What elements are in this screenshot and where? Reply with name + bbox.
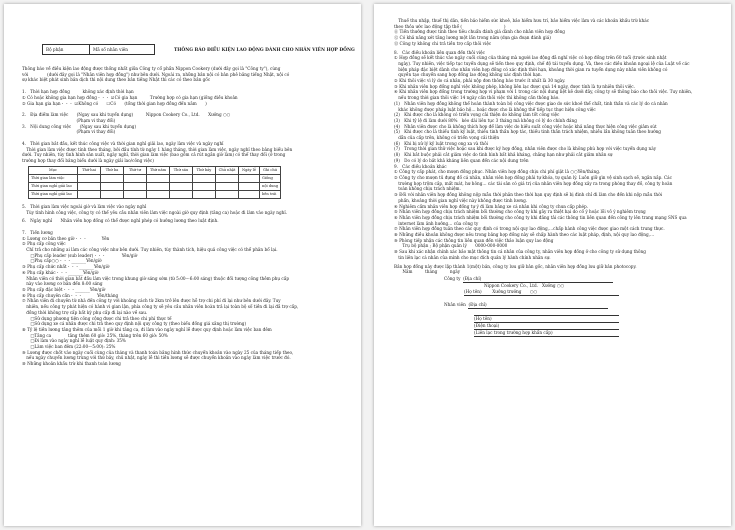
section-line: này vào lương cơ bản đến 8:00 sáng (22, 281, 103, 287)
section-heading: 8. Các điều khoản liên quan đến thôi việc (394, 49, 485, 55)
section-heading: 2. Địa điểm làm việc (Ngay sau khi tuyển dụng) Nippon Cookery Co., Ltd. Xưởng ○○ (22, 112, 231, 118)
section-line: (7) Trong thời gian thử việc hoặc sau khi được ký hợp đồng, nhân viên được cho là không phù hợp với việc tuyển dụng này (394, 146, 657, 152)
schedule-header: Thứ năm (147, 166, 170, 174)
section-line: (3) Khi tỷ lệ đi làm dưới 80% kéo dài liên tục 3 tháng mà không có lý do chính đáng (394, 117, 577, 123)
section-line: ⑥ Nhân viên hợp đồng chịu trách nhiệm bồi thường cho công ty khi đăng tải các thông tin liên quan đến công ty lên trang mạng SNS qua (394, 214, 687, 220)
section-line: ④ Nghiêm cấm nhân viên hợp đồng tự ý đi làm bằng xe cá nhân khi công ty chưa cấp phép. (394, 203, 589, 209)
section-line: theo thỏa ước lao động tập thể ( ) (394, 23, 506, 29)
section-line: (2) Khi được cho là không có triển vọng cải thiện do không làm tốt công việc (394, 112, 560, 118)
schedule-header: Thứ hai (78, 166, 101, 174)
section-line: □Đi làm vào ngày nghỉ lễ luật quy định: 35% (22, 338, 126, 344)
date-line: Năm tháng ngày (394, 269, 461, 275)
employee-address-label: (Địa chỉ) (468, 302, 608, 309)
section-line: □Sử dụng xe cá nhân được chi trả theo quy định nội quy công ty (theo biểu đồng giá xăng thị trường) (22, 321, 247, 327)
section-line: biện pháp đặc biệt dành cho nhân viên hợp đồng có xác định thời hạn, khoảng thời gian ra tuyển dụng này nhân viên không có (394, 66, 668, 72)
section-line: quyền tạo chuyển sang hợp đồng lao động không xác định thời hạn. (394, 72, 542, 78)
section-overtime (22, 204, 347, 224)
section-line: dưới. Tuy nhiên, tùy tình hình sản xuất, ngày nghỉ, thời gian làm việc (bao gồm cả rút ngắn giờ làm) có thể thay đổi (ở trong (22, 152, 286, 158)
section-line: ① Có hoặc không gia hạn hợp đồng・・・ ☑Có gia hạn Trường hợp có gia hạn (giống điều khoản (22, 94, 238, 100)
schedule-header: Thứ bảy (193, 166, 216, 174)
section-line: Thời gian làm việc được tính theo tháng, bởi đầu tính từ ngày 1 hàng tháng, thời gian làm việc, ngày nghỉ theo bảng biểu bên (22, 146, 293, 152)
company-factory: Xưởng ○○ (542, 282, 565, 288)
department-cell: Bộ phận (43, 45, 90, 55)
section-heading: 7. Tiền lương (22, 229, 53, 235)
section-heading: 1. Thời hạn hợp đồng không xác định thời hạn (22, 89, 134, 95)
section-line: đồng thời không trợ cấp bất kỳ phụ cấp đi lại nào về sau. (22, 309, 148, 315)
section-line: □Làm việc ban đêm (22:00～5:00): 25% (22, 344, 116, 350)
section-line: ① Lương cơ bản theo giờ・・・_______Yên (22, 235, 110, 241)
intro-line: sự khác biệt phát sinh bản dịch thì nội dung theo bản tiếng Nhật thì các có theo bản gốc (22, 77, 211, 83)
employee-phone-label: (Điện thoại) (474, 323, 619, 330)
section-line: ⑦ Nhân viên hợp đồng tuân theo các quy định có trong nội quy lao động,…chấp hành công việc được giao một cách trung thực. (394, 226, 665, 232)
section-line: nhiên, nếu công ty phát hiện có hành vi gian lận, phía công ty sẽ yêu cầu nhân viên hoàn trả lại toàn bộ số tiền đi lại đã trợ cấp, (22, 304, 299, 310)
company-director: Xưởng trưởng ○○ (492, 288, 538, 294)
section-line: (5) Khi được cho là thiếu tinh kỷ luật, thiếu tinh thần hợp tác, thiếu tinh thần trách nhiệm, nhiều lần không tuân theo hướng (394, 129, 661, 135)
employee-emergency-label: (Liên lạc trong trường hợp khẩn cấp) (474, 330, 619, 337)
closing (394, 264, 715, 275)
section-line: ⑫ Có khả năng xét tăng lương một lần trong năm (dựa gia đoạn đánh giá) (394, 35, 551, 41)
section-line: ② Phụ cấp công việc (22, 241, 66, 247)
employee-name-label: (Họ tên) (474, 316, 619, 323)
section-line: ⑨ Phòng tiếp nhận các thông tin liên quan đến việc thảo luận quy lao động (394, 237, 554, 243)
section-heading: 6. Ngày nghỉ Nhân viên hợp đồng có thể được nghỉ phép có hưởng lương theo luật định. (22, 218, 219, 224)
section-line: trường hợp thay đổi bảng biểu dưới là ngày giải lao/công việc) (22, 158, 154, 164)
section-line: dẫn của cấp trên, không có triển vọng cải thiện (394, 135, 500, 141)
section-line: ② Công ty cho mượn tủ đựng đồ cá nhân, nhân viên hợp đồng phải tự khóa, tự quản lý. Luôn giữ gìn vệ sinh sạch sẽ, ngăn nắp. Các (394, 174, 673, 180)
employee-label: Nhân viên (444, 301, 466, 307)
section-line: ④ Phụ cấp khác・・・_______Yên/giờ (22, 269, 99, 275)
section-line: Tùy tình hình công việc, công ty có thể yêu cầu nhân viên làm việc ngoài giờ quy định (tăng ca) hoặc đi làm vào ngày nghỉ. (22, 209, 288, 215)
section-line: Chỉ trả cho những ai làm các công việc như bên dưới. Tuy nhiên, tùy thành tích, hiệu quả công việc có thể phân bổ lại. (22, 247, 278, 253)
section-line: (4) Nhân viên được cho là không thích hợp để làm việc do hiểu suất công việc hoặc khả năng thực hiện công việc giảm sút (394, 123, 657, 129)
company-signature-block (444, 276, 715, 296)
section-line: ⑤ Nhân viên hợp đồng chịu trách nhiệm bồi thường cho công ty khi gây ra thiệt hại do cố ý hoặc lỗi vô ý nghiêm trọng (394, 209, 646, 215)
schedule-note: Giống (260, 174, 281, 182)
schedule-header: Chủ nhật (216, 166, 239, 174)
section-line: ① Hợp đồng sẽ kết thúc vào ngày cuối cùng của tháng mà người lao động đã nghỉ việc có hợp đồng trên 60 tuổi (trước sinh nhật (394, 55, 667, 61)
section-line: (9) Do có lý do bắt khả kháng liên quan đến các nội dung trên (394, 157, 529, 163)
section-line: ③ Đối với nhân viên hợp đồng không nộp mẫu thời phân theo thời hạn quy định sẽ bị đình chỉ đi làm cho đến khi nộp mẫu thời (394, 192, 662, 198)
company-label: Công ty (444, 275, 461, 281)
section-heading: 9. Các điều khoản khác (394, 163, 447, 169)
schedule-note: nội dung (260, 182, 281, 190)
employee-id-cell: Mã số nhân viên (90, 45, 155, 55)
section-contract-term (22, 89, 347, 106)
document-page-2 (374, 4, 731, 526)
section-line: nếu ngày chuyển lương trùng với thứ bảy, chủ nhật, ngày lễ thì tiền lương sẽ được chuyển khoản vào ngày làm việc trước đó. (22, 355, 291, 361)
section-line: ④ Khi nhân viên hợp đồng trong trường hợp vi phạm với 1 trong các nội dung liệt kê dưới đây, công ty sẽ thông báo cho thôi việc. Tuy nhiên, (394, 89, 693, 95)
section-heading: 3. Nội dung công việc (Ngay sau khi tuyển dụng) (22, 123, 137, 129)
section-line: □Tăng ca tăng thêm 60 giờ: 25%, tháng trên 60 giờ: 50% (22, 332, 168, 338)
section-wages (22, 230, 347, 367)
section-line: □Sử dụng phương tiện công cộng được chi trả theo chi phí thực tế (22, 315, 172, 321)
section-line: toàn không chịu trách nhiệm. (394, 186, 461, 192)
section-line: nếu trong thời gian thôi việc 14 ngày cần thôi việc thì không cần thông báo. (394, 95, 560, 101)
schedule-row-label: Thời gian nghỉ giải lao (29, 190, 78, 198)
section-line: ⑩ Những khoản khấu trừ khi thanh toán lương (22, 361, 121, 367)
section-line: Thuế thu nhập, thuế thị dân, tiền bảo hiểm sức khoẻ, bảo hiểm hưu trí, bảo hiểm việc làm và các khoản khấu trừ khác (394, 18, 650, 23)
section-line: ⑪ Tiền thưởng được tính theo tiêu chuẩn đánh giá dành cho nhân viên hợp đồng (394, 29, 565, 35)
section-line: ⑦ Nhân viên đi chuyên từ nhà đến công ty với khoảng cách từ 2km trở lên được hỗ trợ chi phí đi lại như bên dưới đây. Tuy (22, 298, 281, 304)
section-working-hours (22, 141, 347, 164)
employee-signature-block (444, 302, 715, 337)
section-line: ① Công ty cấp phát, cho mượn đồng phục. Nhân viên hợp đồng chịu chi phí giặt là ○○Yên/tháng. (394, 169, 601, 175)
company-name: Nippon Cookery Co., Ltd. (484, 282, 538, 288)
section-line: □Phụ cấp○○・・・_______Yên/giờ (22, 258, 102, 264)
schedule-header: Thứ tư (124, 166, 147, 174)
schedule-row-label: Thời gian làm việc (29, 174, 78, 182)
section-line: ② Gia hạn gia hạn・・・ ☑Không có ☐Có (tổng thời gian hợp đồng đến năm ) (22, 100, 207, 106)
company-address-label: (Địa chỉ) (463, 276, 613, 283)
closing-line: Bản hợp đồng này được lập thành 1(một) bản, công ty lưu giữ bản gốc, nhân viên hợp đồng lưu giữ bản photocopy. (394, 263, 637, 269)
section-line: ② Khi thôi việc vì lý do cá nhân, phải nộp đơn thông báo trước ít nhất là 30 ngày. (394, 78, 566, 84)
schedule-row-label: Thời gian nghỉ giải lao (29, 182, 78, 190)
section-line: ngày). Tuy nhiên, việc tiếp tục tuyển dụng sẽ tiến theo quy định, chế độ tái tuyển dụng. Và, theo các điều khoản ngoại lệ của Luật về các (394, 60, 690, 66)
section-workplace (22, 112, 347, 135)
section-line: ⑨ Lương được chốt vào ngày cuối cùng của tháng và thanh toán bằng hình thức chuyển khoản vào ngày 25 của tháng tiếp theo, (22, 349, 294, 355)
section-resignation (394, 50, 715, 164)
schedule-header: Ngày lễ (239, 166, 260, 174)
section-line: □Phụ cấp leader (sub leader)・・・ _______Yên/giờ (22, 252, 138, 258)
section-heading: 4. Thời gian bắt đầu, kết thúc công việc và thời gian nghỉ giải lao, ngày làm việc và ngày nghỉ (22, 141, 224, 147)
section-line: (1) Nhân viên hợp đồng không thể hoàn thành toàn bộ công việc được giao do sức khoẻ thể chất, tinh thần và các lý do cá nhân (394, 100, 668, 106)
section-line: ⑧ Tỷ lệ tiền lương tăng thêm của mỗi 1 giờ khi tăng ca, đi làm vào ngày nghỉ lễ được quy định hoặc làm việc ban đêm (22, 326, 272, 332)
section-line: (6) Khi bị xử lý kỷ luật trong ong xa và thôi (394, 140, 488, 146)
schedule-header: Thứ sáu (170, 166, 193, 174)
section-line: Nhân viên có thời gian bắt đầu làm việc trong khung giờ sáng sớm (từ 5:00～6:00 sáng) thuộc đối tượng công thêm phụ cấp (22, 275, 289, 281)
schedule-header: Thứ ba (101, 166, 124, 174)
section-line: ⑥ Phụ cấp chuyên cần・・・_______Yên/tháng (22, 292, 119, 298)
intro-line: với_________(dưới đây gọi là "Nhân viên hợp đồng") như bên dưới. Ngoài ra, những bản nội có bản phê bằng tiếng Nhật, nội có (22, 71, 290, 77)
section-other-terms (394, 164, 715, 261)
section-line: ⑩ Sau khi xác nhận chính xác bảo mật thông tin cá nhân của công ty, nhân viên hợp đồng ở cho công ty sử dụng thông (394, 249, 646, 255)
section-line: ⑧ Những điều khoản không được nêu trong bảng hợp đồng này sẽ chấp hành theo các luật pháp, định, nội quy lao động,… (394, 232, 655, 238)
section-line: trường hợp trộm cắp, mất mát, hư hỏng… các tài sản có giá trị của nhân viên hợp đồng xảy ra trong phòng thay đồ, công ty hoàn (394, 180, 673, 186)
section-line: ③ Phụ cấp chức nhất・・・_______Yên/giờ (22, 264, 110, 270)
section-line: (8) Khi bắt buộc phải cắt giảm việc do tình hình bất khả kháng, chẳng hạn như phải cắt giảm nhân sự (394, 152, 613, 158)
document-page-1 (4, 4, 361, 526)
section-line: tin liên lạc cá nhân của mình cho mục đích quản lý hành chính nhân sự. (394, 254, 551, 260)
schedule-header: Ghi chú (260, 166, 281, 174)
schedule-note: bên trái (260, 190, 281, 198)
schedule-header: Mục (29, 166, 78, 174)
section-line: ⑤ Phụ cấp đặc biệt・・・_______Yên/giờ (22, 286, 106, 292)
document-title: THÔNG BÁO ĐIỀU KIỆN LAO ĐỘNG DÀNH CHO NHÂN VIÊN HỢP ĐỒNG (174, 48, 355, 53)
deductions (394, 18, 715, 47)
page-1-body (22, 66, 347, 367)
section-line: internet làm ảnh hưởng… của công ty (394, 220, 479, 226)
header-table (42, 44, 155, 55)
section-line: (Phạm vi thay đổi) (22, 129, 116, 135)
section-line: (Phạm vi thay đổi) (22, 117, 116, 123)
section-line: phần, khoảng thời gian nghỉ việc này không được tính lương. (394, 197, 528, 203)
section-line: khác không được pháp luật bảo hộ… hoặc được cho là không thể tiếp tục thực hiện công việc (394, 106, 596, 112)
section-line: ③ Khi nhân viên hợp đồng nghỉ việc không phép, không liên lạc được quá 14 ngày, được tính là tự nhiên thôi việc. (394, 83, 635, 89)
intro-line: Thông báo về điều kiện lao động được thống nhất giữa Công ty cổ phần Nippon Cookery (dưới đây gọi là "Công ty"), cùng (22, 66, 281, 71)
intro (22, 66, 347, 83)
schedule-table (28, 166, 281, 199)
section-line: ⑬ Công ty không chi trả tiền trợ cấp thôi việc (394, 40, 492, 46)
section-heading: 5. Thời gian làm việc ngoài giờ và làm việc vào ngày nghỉ (22, 203, 147, 209)
company-name-label: (Họ tên) (464, 288, 482, 294)
section-line: Trụ bộ phận ; Bộ phận quản lý 0000-000-0000 (394, 243, 508, 249)
